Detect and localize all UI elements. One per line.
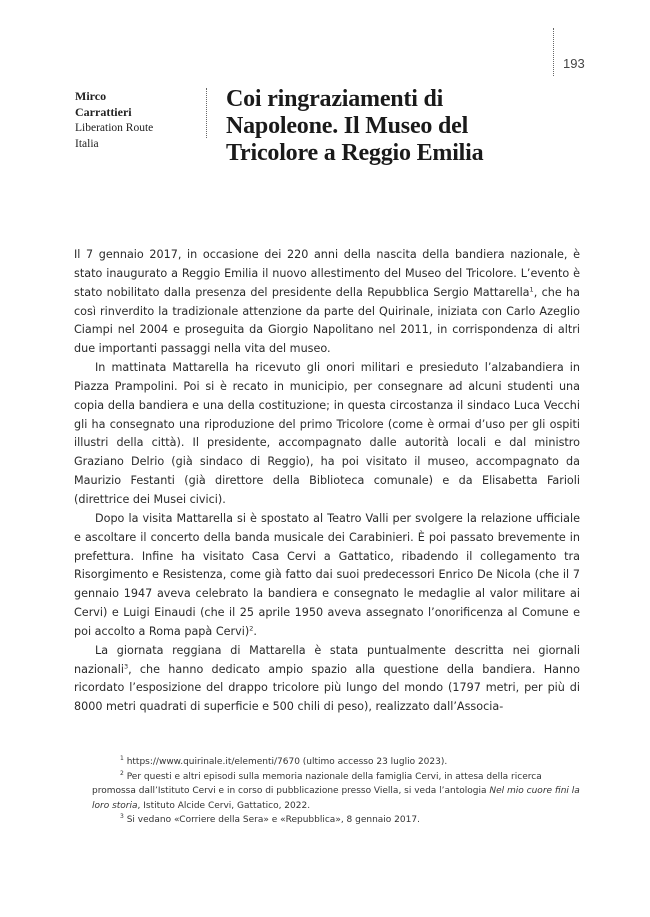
paragraph-4-text-a: La giornata reggiana di Mattarella è stata puntualmente descritta nei giornali nazionali [74,643,580,676]
paragraph-4 [74,642,580,717]
author-affiliation-2: Italia [75,138,99,150]
footnote-2-number: 2 [120,769,124,777]
footnote-3-text: Si vedano «Corriere della Sera» e «Repubblica», 8 gennaio 2017. [126,815,420,826]
footnote-1-number: 1 [120,755,124,762]
footnote-2-book-title: Nel mio cuore fini la loro storia [92,786,580,811]
footnote-3-number: 3 [120,813,124,821]
title-line-3: Tricolore a Reggio Emilia [226,140,484,166]
footnote-2-text-a: Per questi e altri episodi sulla memoria nazionale della famiglia Cervi, in attesa della ricerca promossa dall’Istituto Cervi e in corso di pubblicazione presso Viella, si veda l’antologia [92,771,542,797]
paragraph-4-text-b: , che hanno dedicato ampio spazio alla questione della bandiera. Hanno ricordato l’esposizione del drappo tricolore più lungo del mondo (1797 metri, per più di 8000 metri quadrati di superficie e 500 chili di peso), realizzato dall’Associa- [74,662,580,714]
footnote-1 [92,755,580,770]
footnote-ref-2: 2 [249,624,254,633]
footnote-ref-1: 1 [529,284,534,293]
paragraph-2: In mattinata Mattarella ha ricevuto gli onori militari e presieduto l’alzabandiera in Piazza Prampolini. Poi si è recato in municipio, per consegnare ad alcuni studenti una copia della bandiera e una della costituzione; in questa circostanza il sindaco Luca Vecchi gli ha consegnato una riproduzione del primo Tricolore (come è ormai d’uso per gli ospiti illustri della città). Il presidente, accompagnato dalle autorità locali e dal ministro Graziano Delrio (già sindaco di Reggio), ha poi visitato il museo, accompagnato da Maurizio Festanti (già direttore della Biblioteca comunale) e da Elisabetta Farioli (direttrice dei Musei civici). [74,361,580,506]
author-affiliation-1: Liberation Route [75,122,154,134]
author-last-name: Carrattieri [75,105,132,119]
article-body [74,246,580,717]
page-number-divider [553,28,554,76]
footnote-2-text-b: , Istituto Alcide Cervi, Gattatico, 2022. [137,800,311,811]
paragraph-3-text-a: Dopo la visita Mattarella si è spostato al Teatro Valli per svolgere la relazione ufficiale e ascoltare il concerto della banda musicale dei Carabinieri. È poi passato brevemente in prefettura. Infine ha visitato Casa Cervi a Gattatico, ribadendo il collegamento tra Risorgimento e Resistenza, come già fatto dai suoi predecessori Enrico De Nicola (che il 7 gennaio 1947 aveva celebrato la bandiera e consegnato le medaglie al valor militare ai Cervi) e Luigi Einaudi (che il 25 aprile 1950 aveva assegnato l’onorificenza al Comune e poi accolto a Roma papà Cervi) [74,511,580,638]
footnote-ref-3: 3 [123,661,129,670]
title-line-2: Napoleone. Il Museo del [226,113,469,139]
author-block [75,88,153,152]
footnote-2 [92,770,580,814]
footnote-3 [92,813,580,828]
title-divider [206,88,207,138]
footnotes [92,755,580,828]
paragraph-3 [74,510,580,642]
page-number: 193 [563,56,585,71]
title-line-1: Coi ringraziamenti di [226,86,444,112]
author-first-name: Mirco [75,89,107,103]
paragraph-1 [74,246,580,359]
paragraph-1-text-b: , che ha così rinverdito la tradizionale attenzione da parte del Quirinale, iniziata con Carlo Azeglio Ciampi nel 2004 e proseguita da Giorgio Napolitano nel 2011, in corrispondenza di altri due importanti passaggi nella vita del museo. [74,285,580,356]
article-title [226,86,566,167]
paragraph-3-text-b: . [253,624,257,638]
footnote-1-text: https://www.quirinale.it/elementi/7670 (ultimo accesso 23 luglio 2023). [126,757,448,767]
paragraph-1-text-a: Il 7 gennaio 2017, in occasione dei 220 anni della nascita della bandiera nazionale, è stato inaugurato a Reggio Emilia il nuovo allestimento del Museo del Tricolore. L’evento è stato nobilitato dalla presenza del presidente della Repubblica Sergio Mattarella [74,248,580,299]
